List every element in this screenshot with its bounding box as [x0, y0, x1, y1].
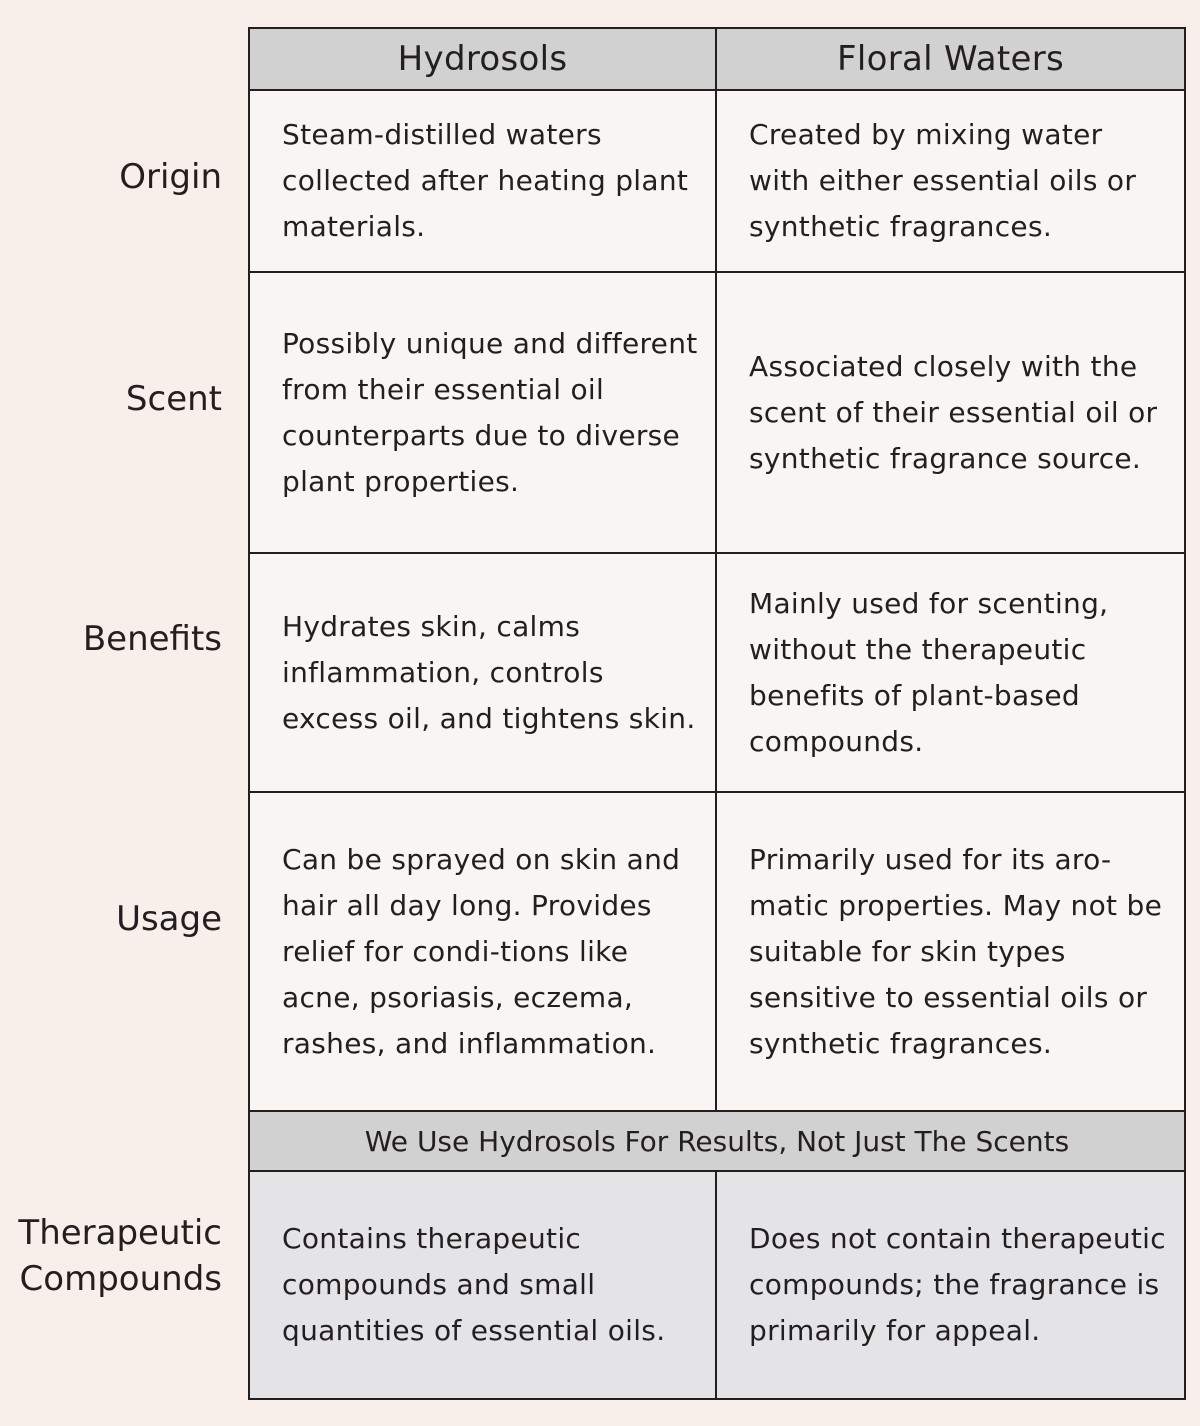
row-label-therapeutic-compounds: [18, 1210, 222, 1302]
row-label-usage: Usage: [116, 899, 222, 939]
label-line-2: Compounds: [19, 1259, 222, 1299]
cell-hydrosols: Can be sprayed on skin and hair all day long. Provides relief for condi-tions like acne, psoriasis, eczema, rashes, and inflammation.: [250, 793, 717, 1110]
label-line-1: Therapeutic: [18, 1213, 222, 1253]
table-row-scent: [250, 273, 1184, 554]
cell-floral-waters: Created by mixing water with either essential oils or synthetic fragrances.: [717, 91, 1184, 271]
comparison-table: [248, 27, 1186, 1400]
cell-floral-waters: Does not contain therapeutic compounds; the fragrance is primarily for appeal.: [717, 1172, 1184, 1398]
banner-row: We Use Hydrosols For Results, Not Just The Scents: [250, 1112, 1184, 1172]
row-label-scent: Scent: [125, 379, 222, 419]
table-row-benefits: [250, 554, 1184, 793]
header-hydrosols: Hydrosols: [250, 29, 717, 89]
table-row-usage: [250, 793, 1184, 1112]
cell-hydrosols: Possibly unique and different from their essential oil counterparts due to diverse plant properties.: [250, 273, 717, 552]
cell-hydrosols: Steam-distilled waters collected after heating plant materials.: [250, 91, 717, 271]
cell-floral-waters: Associated closely with the scent of their essential oil or synthetic fragrance source.: [717, 273, 1184, 552]
cell-hydrosols: Hydrates skin, calms inflammation, controls excess oil, and tightens skin.: [250, 554, 717, 791]
cell-floral-waters: Primarily used for its aro-matic properties. May not be suitable for skin types sensitive to essential oils or synthetic fragrances.: [717, 793, 1184, 1110]
row-label-benefits: Benefits: [82, 619, 222, 659]
cell-hydrosols: Contains therapeutic compounds and small quantities of essential oils.: [250, 1172, 717, 1398]
row-label-origin: Origin: [119, 157, 222, 197]
header-row: [250, 29, 1184, 91]
table-row-therapeutic-compounds: [250, 1172, 1184, 1398]
header-floral-waters: Floral Waters: [717, 29, 1184, 89]
cell-floral-waters: Mainly used for scenting, without the therapeutic benefits of plant-based compounds.: [717, 554, 1184, 791]
table-row-origin: [250, 91, 1184, 273]
